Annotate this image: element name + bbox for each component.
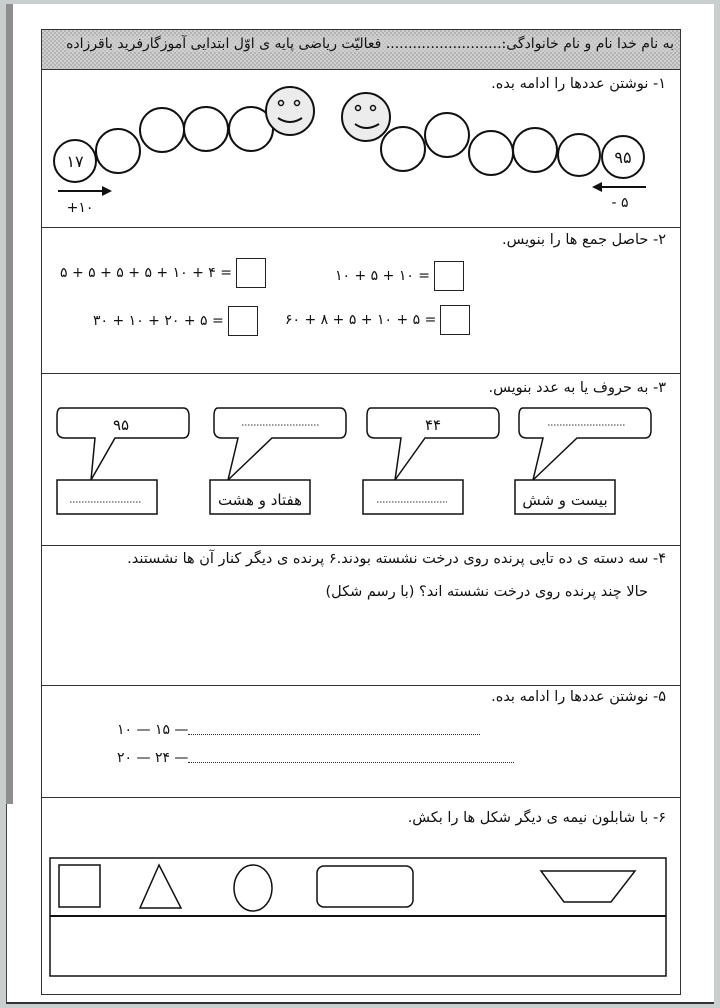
equation-1 (60, 258, 266, 288)
question-5 (42, 686, 680, 798)
equation-4 (285, 305, 470, 335)
equation-expr: ۵ + ۵ + ۵ + ۵ + ۱۰ + ۴ = (60, 265, 232, 281)
question-2 (42, 228, 680, 374)
answer-box[interactable] (363, 480, 463, 514)
equation-expr: ۱۰ + ۵ + ۱۰ = (335, 268, 431, 284)
answer-circle[interactable] (184, 107, 228, 151)
header-text: به نام خدا نام و نام خانوادگی:.......................... فعالیّت ریاضی پایه ی اوّل ابتدایی آموزگار‌فرید باقرزاده (66, 36, 674, 52)
equation-expr: ۶۰ + ۸ + ۵ + ۱۰ + ۵ = (285, 312, 437, 328)
answer-circle[interactable] (513, 128, 557, 172)
q2-title: ۲- حاصل جمع ها را بنویس. (502, 232, 666, 248)
answer-box[interactable] (434, 261, 464, 291)
q5-title: ۵- نوشتن عددها را ادامه بده. (491, 689, 666, 705)
sequence-start: ۱۰ — ۱۵ — (117, 722, 189, 738)
left-caterpillar (54, 87, 314, 182)
page-shadow (6, 4, 13, 804)
right-arrow-icon (58, 186, 112, 196)
right-step-label: - ۵ (611, 195, 629, 211)
answer-box[interactable] (57, 480, 157, 514)
equation-2 (335, 261, 464, 291)
right-caterpillar (342, 93, 644, 178)
equation-expr: ۳۰ + ۱۰ + ۲۰ + ۵ = (93, 313, 224, 329)
worksheet-header (42, 30, 680, 70)
q6-title: ۶- با شابلون نیمه ی دیگر شکل ها را بکش. (407, 810, 666, 826)
answer-box[interactable] (228, 306, 258, 336)
q1-title: ۱- نوشتن عددها را ادامه بده. (491, 76, 666, 92)
box-words: هفتاد و هشت (217, 491, 303, 509)
answer-circle[interactable] (425, 113, 469, 157)
caterpillars (42, 70, 680, 228)
q4-line-1: ۴- سه دسته ی ده تایی پرنده روی درخت نشسته بودند.۶ پرنده ی دیگر کنار آن ها نشستند. (127, 551, 666, 567)
bubble-number: ۴۴ (424, 416, 442, 434)
sequence-start: ۲۰ — ۲۴ — (117, 750, 189, 766)
answer-box[interactable] (440, 305, 470, 335)
answer-box[interactable] (236, 258, 266, 288)
smiley-face-icon (342, 93, 390, 141)
worksheet-frame (41, 29, 681, 995)
question-3 (42, 374, 680, 546)
q3-title: ۳- به حروف یا به عدد بنویس. (488, 380, 666, 396)
sequence-blanks[interactable] (188, 753, 514, 763)
answer-circle[interactable] (381, 127, 425, 171)
question-1 (42, 70, 680, 228)
box-words: بیست و شش (522, 491, 608, 509)
answer-circle[interactable] (469, 131, 513, 175)
sequence-row-1 (117, 722, 480, 738)
answer-circle[interactable] (558, 134, 600, 176)
bubble-number: ۹۵ (112, 416, 130, 434)
left-arrow-icon (592, 182, 646, 192)
question-6 (42, 798, 680, 996)
equation-3 (93, 306, 258, 336)
speech-bubbles (42, 374, 680, 546)
answer-circle[interactable] (96, 129, 140, 173)
sequence-row-2 (117, 750, 514, 766)
left-start-value: ۱۷ (66, 152, 84, 171)
right-start-value: ۹۵ (614, 148, 632, 167)
shape-template-area (42, 798, 680, 996)
left-step-label: +۱۰ (66, 200, 94, 216)
q4-line-2: حالا چند پرنده روی درخت نشسته اند؟ (با رسم شکل) (325, 584, 648, 600)
answer-circle[interactable] (140, 108, 184, 152)
question-4 (42, 546, 680, 686)
sequence-blanks[interactable] (188, 725, 480, 735)
smiley-face-icon (266, 87, 314, 135)
